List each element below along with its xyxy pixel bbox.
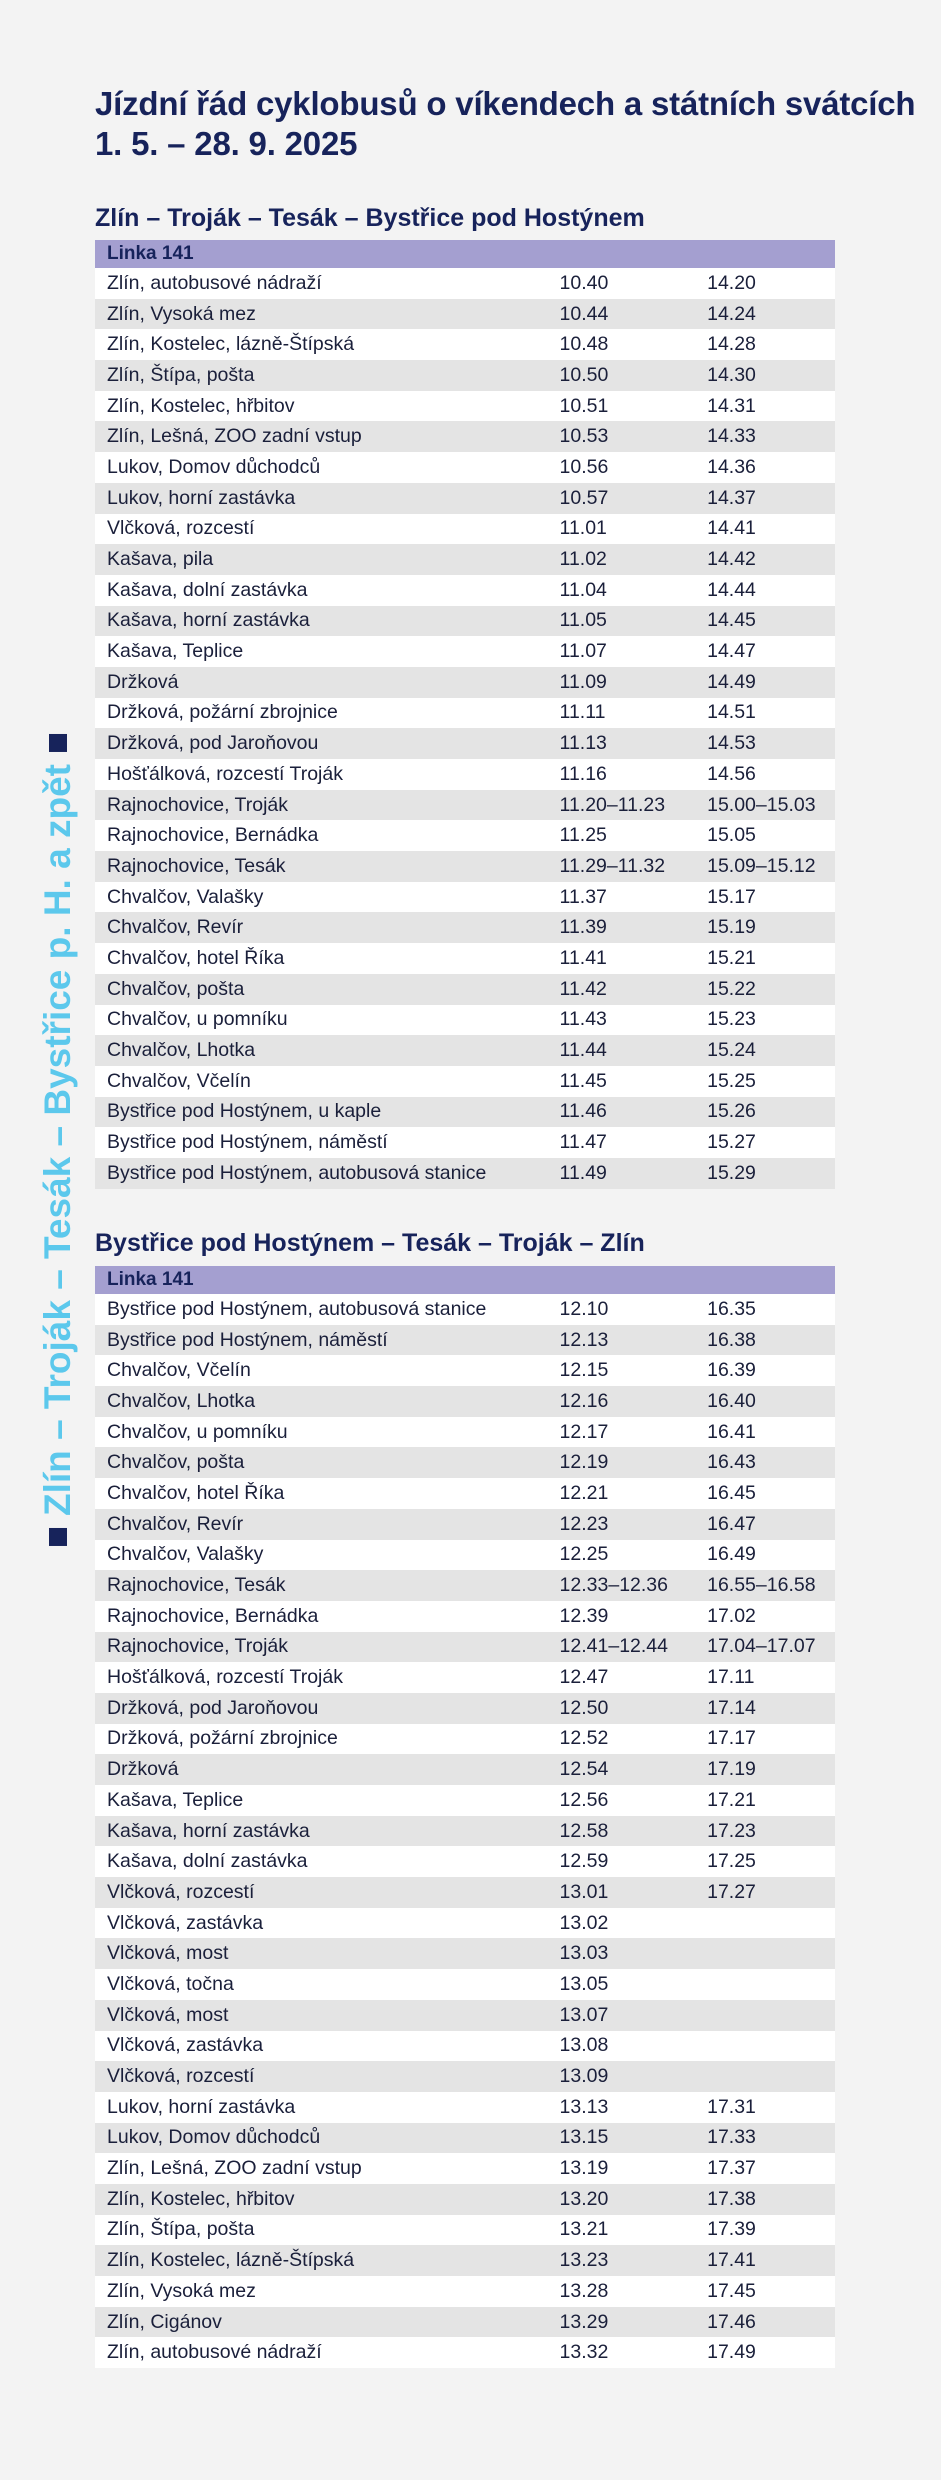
- stop-name: Bystřice pod Hostýnem, autobusová stanice: [107, 1161, 487, 1184]
- departure-time-2: 14.24: [707, 302, 756, 325]
- departure-time-2: 17.39: [707, 2218, 756, 2241]
- departure-time-1: 13.29: [559, 2310, 609, 2333]
- table-row: [95, 2000, 835, 2031]
- stop-name: Zlín, autobusové nádraží: [107, 2341, 322, 2364]
- departure-time-2: 14.51: [707, 701, 756, 724]
- departure-time-1: 13.09: [559, 2065, 609, 2088]
- table-row: [95, 1785, 835, 1816]
- square-bullet-icon: [49, 1528, 67, 1546]
- departure-time-2: 14.53: [707, 732, 756, 755]
- table-row: [95, 1693, 835, 1724]
- table-row: [95, 943, 835, 974]
- stop-name: Chvalčov, pošta: [107, 1451, 245, 1474]
- departure-time-2: 16.39: [707, 1359, 756, 1382]
- departure-time-2: 15.21: [707, 946, 756, 969]
- departure-time-2: 17.11: [707, 1666, 755, 1689]
- table-row: [95, 514, 835, 545]
- stop-name: Bystřice pod Hostýnem, náměstí: [107, 1131, 388, 1154]
- table-row: [95, 851, 835, 882]
- table-row: [95, 974, 835, 1005]
- departure-time-1: 13.07: [559, 2003, 609, 2026]
- line-header: Linka 141: [95, 240, 835, 268]
- departure-time-1: 11.20–11.23: [559, 793, 666, 816]
- departure-time-1: 11.42: [559, 977, 607, 1000]
- stop-name: Lukov, Domov důchodců: [107, 2126, 321, 2149]
- table-row: [95, 1877, 835, 1908]
- departure-time-1: 11.05: [559, 609, 607, 632]
- table-row: [95, 1325, 835, 1356]
- departure-time-2: 16.47: [707, 1512, 756, 1535]
- departure-time-1: 11.45: [559, 1069, 607, 1092]
- departure-time-2: 15.19: [707, 916, 756, 939]
- departure-time-2: 15.26: [707, 1100, 756, 1123]
- timetable-outbound: [95, 240, 835, 1189]
- departure-time-1: 12.25: [559, 1543, 609, 1566]
- table-row: [95, 882, 835, 913]
- departure-time-1: 13.05: [559, 1972, 609, 1995]
- stop-name: Lukov, horní zastávka: [107, 486, 296, 509]
- stop-name: Bystřice pod Hostýnem, u kaple: [107, 1100, 382, 1123]
- departure-time-1: 13.21: [559, 2218, 609, 2241]
- table-row: [95, 2215, 835, 2246]
- departure-time-2: 17.45: [707, 2279, 756, 2302]
- departure-time-1: 12.13: [559, 1328, 609, 1351]
- stop-name: Vlčková, zastávka: [107, 1911, 264, 1934]
- stop-name: Rajnochovice, Troják: [107, 1635, 289, 1658]
- departure-time-1: 13.03: [559, 1942, 609, 1965]
- departure-time-2: 14.33: [707, 425, 756, 448]
- stop-name: Bystřice pod Hostýnem, autobusová stanice: [107, 1297, 487, 1320]
- departure-time-2: 15.29: [707, 1161, 756, 1184]
- departure-time-1: 12.15: [559, 1359, 609, 1382]
- departure-time-2: 16.45: [707, 1481, 756, 1504]
- stop-name: Držková, pod Jaroňovou: [107, 732, 319, 755]
- stop-name: Chvalčov, Lhotka: [107, 1389, 256, 1412]
- table-row: [95, 790, 835, 821]
- departure-time-1: 11.46: [559, 1100, 607, 1123]
- stop-name: Chvalčov, Včelín: [107, 1069, 251, 1092]
- departure-time-1: 11.07: [559, 640, 607, 663]
- table-row: [95, 2153, 835, 2184]
- departure-time-2: 16.49: [707, 1543, 756, 1566]
- table-row: [95, 452, 835, 483]
- departure-time-1: 12.19: [559, 1451, 609, 1474]
- departure-time-1: 10.56: [559, 455, 609, 478]
- stop-name: Chvalčov, u pomníku: [107, 1008, 288, 1031]
- departure-time-2: 17.04–17.07: [707, 1635, 816, 1658]
- table-row: [95, 728, 835, 759]
- side-label: [28, 690, 88, 1590]
- departure-time-1: 10.48: [559, 333, 609, 356]
- departure-time-1: 12.50: [559, 1696, 609, 1719]
- departure-time-1: 13.19: [559, 2157, 609, 2180]
- departure-time-1: 12.59: [559, 1850, 609, 1873]
- departure-time-1: 11.04: [559, 578, 607, 601]
- table-row: [95, 2276, 835, 2307]
- stop-name: Zlín, autobusové nádraží: [107, 271, 322, 294]
- departure-time-2: 14.36: [707, 455, 756, 478]
- departure-time-1: 10.44: [559, 302, 609, 325]
- table-row: [95, 2092, 835, 2123]
- departure-time-1: 11.37: [559, 885, 607, 908]
- departure-time-2: 16.55–16.58: [707, 1574, 816, 1597]
- section-title-outbound: Zlín – Troják – Tesák – Bystřice pod Hostýnem: [95, 204, 645, 232]
- departure-time-1: 13.01: [559, 1880, 609, 1903]
- departure-time-1: 12.58: [559, 1819, 609, 1842]
- stop-name: Držková, požární zbrojnice: [107, 701, 338, 724]
- table-row: [95, 483, 835, 514]
- stop-name: Zlín, Kostelec, lázně-Štípská: [107, 333, 355, 356]
- departure-time-2: 17.46: [707, 2310, 756, 2333]
- departure-time-1: 12.39: [559, 1604, 609, 1627]
- departure-time-1: 11.49: [559, 1161, 607, 1184]
- side-label-text: Zlín – Troják – Tesák – Bystřice p. H. a zpět: [37, 764, 78, 1516]
- table-row: [95, 1509, 835, 1540]
- departure-time-1: 13.08: [559, 2034, 609, 2057]
- departure-time-1: 13.15: [559, 2126, 609, 2149]
- departure-time-2: 17.27: [707, 1880, 756, 1903]
- table-row: [95, 2031, 835, 2062]
- table-row: [95, 268, 835, 299]
- stop-name: Zlín, Lešná, ZOO zadní vstup: [107, 2157, 362, 2180]
- departure-time-1: 11.47: [559, 1131, 607, 1154]
- stop-name: Zlín, Kostelec, hřbitov: [107, 2187, 295, 2210]
- table-row: [95, 1294, 835, 1325]
- stop-name: Vlčková, rozcestí: [107, 1880, 255, 1903]
- stop-name: Zlín, Lešná, ZOO zadní vstup: [107, 425, 362, 448]
- departure-time-1: 13.13: [559, 2095, 609, 2118]
- departure-time-1: 11.01: [559, 517, 607, 540]
- table-row: [95, 1908, 835, 1939]
- departure-time-2: 15.22: [707, 977, 756, 1000]
- stop-name: Chvalčov, Revír: [107, 1512, 244, 1535]
- departure-time-1: 13.32: [559, 2341, 609, 2364]
- departure-time-2: 17.38: [707, 2187, 756, 2210]
- departure-time-2: 17.14: [707, 1696, 756, 1719]
- table-row: [95, 1662, 835, 1693]
- departure-time-1: 13.23: [559, 2249, 609, 2272]
- departure-time-2: 14.47: [707, 640, 756, 663]
- table-row: [95, 2245, 835, 2276]
- stop-name: Rajnochovice, Tesák: [107, 854, 286, 877]
- departure-time-1: 12.23: [559, 1512, 609, 1535]
- stop-name: Kašava, horní zastávka: [107, 609, 310, 632]
- table-row: [95, 1969, 835, 2000]
- departure-time-1: 13.28: [559, 2279, 609, 2302]
- table-row: [95, 1447, 835, 1478]
- line-header: Linka 141: [95, 1266, 835, 1294]
- departure-time-2: 17.49: [707, 2341, 756, 2364]
- departure-time-1: 10.40: [559, 271, 609, 294]
- departure-time-1: 11.13: [559, 732, 607, 755]
- departure-time-2: 16.40: [707, 1389, 756, 1412]
- timetable-return: [95, 1266, 835, 2368]
- table-row: [95, 360, 835, 391]
- table-row: [95, 912, 835, 943]
- table-row: [95, 299, 835, 330]
- departure-time-1: 10.50: [559, 363, 609, 386]
- table-row: [95, 1066, 835, 1097]
- departure-time-1: 12.33–12.36: [559, 1574, 668, 1597]
- departure-time-1: 11.09: [559, 670, 607, 693]
- departure-time-2: 15.09–15.12: [707, 854, 816, 877]
- departure-time-2: 14.49: [707, 670, 756, 693]
- departure-time-1: 11.43: [559, 1008, 607, 1031]
- table-row: [95, 1846, 835, 1877]
- stop-name: Rajnochovice, Bernádka: [107, 1604, 319, 1627]
- stop-name: Chvalčov, hotel Říka: [107, 1481, 285, 1504]
- stop-name: Chvalčov, Včelín: [107, 1359, 251, 1382]
- departure-time-2: 17.33: [707, 2126, 756, 2149]
- departure-time-2: 15.27: [707, 1131, 756, 1154]
- stop-name: Vlčková, most: [107, 2003, 229, 2026]
- departure-time-1: 10.57: [559, 486, 609, 509]
- table-row: [95, 1938, 835, 1969]
- departure-time-1: 13.02: [559, 1911, 609, 1934]
- stop-name: Hošťálková, rozcestí Troják: [107, 1666, 343, 1689]
- departure-time-1: 10.51: [559, 394, 609, 417]
- departure-time-2: 17.31: [707, 2095, 756, 2118]
- stop-name: Vlčková, rozcestí: [107, 517, 255, 540]
- departure-time-1: 11.39: [559, 916, 607, 939]
- departure-time-2: 16.35: [707, 1297, 756, 1320]
- departure-time-1: 11.11: [559, 701, 606, 724]
- table-row: [95, 1158, 835, 1189]
- stop-name: Chvalčov, Valašky: [107, 885, 264, 908]
- stop-name: Držková, požární zbrojnice: [107, 1727, 338, 1750]
- departure-time-1: 12.16: [559, 1389, 609, 1412]
- departure-time-2: 17.23: [707, 1819, 756, 1842]
- stop-name: Držková: [107, 1758, 179, 1781]
- stop-name: Lukov, horní zastávka: [107, 2095, 296, 2118]
- departure-time-2: 15.25: [707, 1069, 756, 1092]
- table-row: [95, 2061, 835, 2092]
- title-line-2: 1. 5. – 28. 9. 2025: [95, 125, 358, 162]
- table-row: [95, 667, 835, 698]
- table-row: [95, 1478, 835, 1509]
- departure-time-1: 11.44: [559, 1039, 607, 1062]
- table-row: [95, 606, 835, 637]
- stop-name: Kašava, dolní zastávka: [107, 578, 308, 601]
- table-row: [95, 2123, 835, 2154]
- stop-name: Zlín, Vysoká mez: [107, 2279, 256, 2302]
- departure-time-2: 16.43: [707, 1451, 756, 1474]
- stop-name: Držková: [107, 670, 179, 693]
- stop-name: Rajnochovice, Tesák: [107, 1574, 286, 1597]
- departure-time-2: 14.56: [707, 762, 756, 785]
- table-row: [95, 575, 835, 606]
- stop-name: Vlčková, zastávka: [107, 2034, 264, 2057]
- departure-time-2: 15.24: [707, 1039, 756, 1062]
- departure-time-2: 17.17: [707, 1727, 756, 1750]
- stop-name: Kašava, Teplice: [107, 1788, 244, 1811]
- table-row: [95, 820, 835, 851]
- departure-time-2: 17.02: [707, 1604, 756, 1627]
- table-row: [95, 698, 835, 729]
- stop-name: Rajnochovice, Troják: [107, 793, 289, 816]
- stop-name: Chvalčov, pošta: [107, 977, 245, 1000]
- table-row: [95, 1724, 835, 1755]
- departure-time-2: 14.20: [707, 271, 756, 294]
- table-row: [95, 421, 835, 452]
- departure-time-2: 14.37: [707, 486, 756, 509]
- departure-time-2: 17.21: [707, 1788, 756, 1811]
- stop-name: Lukov, Domov důchodců: [107, 455, 321, 478]
- stop-name: Zlín, Vysoká mez: [107, 302, 256, 325]
- departure-time-1: 11.02: [559, 548, 607, 571]
- table-row: [95, 1035, 835, 1066]
- departure-time-2: 15.23: [707, 1008, 756, 1031]
- table-row: [95, 544, 835, 575]
- stop-name: Rajnochovice, Bernádka: [107, 824, 319, 847]
- departure-time-2: 14.30: [707, 363, 756, 386]
- stop-name: Kašava, dolní zastávka: [107, 1850, 308, 1873]
- title-line-1: Jízdní řád cyklobusů o víkendech a státních svátcích: [95, 85, 916, 122]
- departure-time-1: 12.41–12.44: [559, 1635, 668, 1658]
- departure-time-2: 17.19: [707, 1758, 756, 1781]
- page-title: [95, 84, 915, 164]
- departure-time-1: 12.47: [559, 1666, 609, 1689]
- departure-time-2: 17.37: [707, 2157, 756, 2180]
- departure-time-2: 17.41: [707, 2249, 756, 2272]
- table-row: [95, 1417, 835, 1448]
- table-row: [95, 1127, 835, 1158]
- departure-time-1: 12.17: [559, 1420, 609, 1443]
- table-row: [95, 2184, 835, 2215]
- table-row: [95, 1632, 835, 1663]
- departure-time-1: 12.52: [559, 1727, 609, 1750]
- departure-time-2: 14.41: [707, 517, 756, 540]
- stop-name: Chvalčov, Lhotka: [107, 1039, 256, 1062]
- departure-time-2: 14.28: [707, 333, 756, 356]
- departure-time-1: 11.29–11.32: [559, 854, 666, 877]
- stop-name: Vlčková, most: [107, 1942, 229, 1965]
- table-row: [95, 1005, 835, 1036]
- stop-name: Kašava, horní zastávka: [107, 1819, 310, 1842]
- stop-name: Chvalčov, hotel Říka: [107, 946, 285, 969]
- stop-name: Chvalčov, Valašky: [107, 1543, 264, 1566]
- table-row: [95, 759, 835, 790]
- departure-time-2: 17.25: [707, 1850, 756, 1873]
- stop-name: Držková, pod Jaroňovou: [107, 1696, 319, 1719]
- square-bullet-icon: [49, 734, 67, 752]
- stop-name: Hošťálková, rozcestí Troják: [107, 762, 343, 785]
- departure-time-1: 11.41: [559, 946, 607, 969]
- departure-time-2: 14.42: [707, 548, 756, 571]
- departure-time-2: 15.17: [707, 885, 756, 908]
- departure-time-1: 13.20: [559, 2187, 609, 2210]
- table-row: [95, 1386, 835, 1417]
- departure-time-1: 12.21: [559, 1481, 609, 1504]
- table-row: [95, 391, 835, 422]
- departure-time-2: 14.45: [707, 609, 756, 632]
- departure-time-1: 11.16: [559, 762, 607, 785]
- table-row: [95, 1540, 835, 1571]
- table-row: [95, 329, 835, 360]
- departure-time-1: 11.25: [559, 824, 607, 847]
- stop-name: Zlín, Štípa, pošta: [107, 363, 255, 386]
- departure-time-1: 12.56: [559, 1788, 609, 1811]
- stop-name: Kašava, pila: [107, 548, 214, 571]
- section-title-return: Bystřice pod Hostýnem – Tesák – Troják – Zlín: [95, 1229, 645, 1257]
- departure-time-1: 12.10: [559, 1297, 609, 1320]
- departure-time-2: 16.38: [707, 1328, 756, 1351]
- table-row: [95, 1754, 835, 1785]
- table-row: [95, 1816, 835, 1847]
- stop-name: Zlín, Štípa, pošta: [107, 2218, 255, 2241]
- stop-name: Zlín, Kostelec, lázně-Štípská: [107, 2249, 355, 2272]
- stop-name: Chvalčov, Revír: [107, 916, 244, 939]
- departure-time-1: 10.53: [559, 425, 609, 448]
- stop-name: Zlín, Cigánov: [107, 2310, 222, 2333]
- table-row: [95, 636, 835, 667]
- stop-name: Chvalčov, u pomníku: [107, 1420, 288, 1443]
- departure-time-2: 15.05: [707, 824, 756, 847]
- departure-time-1: 12.54: [559, 1758, 609, 1781]
- departure-time-2: 14.44: [707, 578, 756, 601]
- departure-time-2: 14.31: [707, 394, 756, 417]
- table-row: [95, 1097, 835, 1128]
- stop-name: Vlčková, rozcestí: [107, 2065, 255, 2088]
- table-row: [95, 2307, 835, 2338]
- stop-name: Zlín, Kostelec, hřbitov: [107, 394, 295, 417]
- table-row: [95, 1601, 835, 1632]
- table-row: [95, 1355, 835, 1386]
- stop-name: Kašava, Teplice: [107, 640, 244, 663]
- table-row: [95, 2337, 835, 2368]
- stop-name: Bystřice pod Hostýnem, náměstí: [107, 1328, 388, 1351]
- departure-time-2: 16.41: [707, 1420, 756, 1443]
- table-row: [95, 1570, 835, 1601]
- stop-name: Vlčková, točna: [107, 1972, 234, 1995]
- departure-time-2: 15.00–15.03: [707, 793, 816, 816]
